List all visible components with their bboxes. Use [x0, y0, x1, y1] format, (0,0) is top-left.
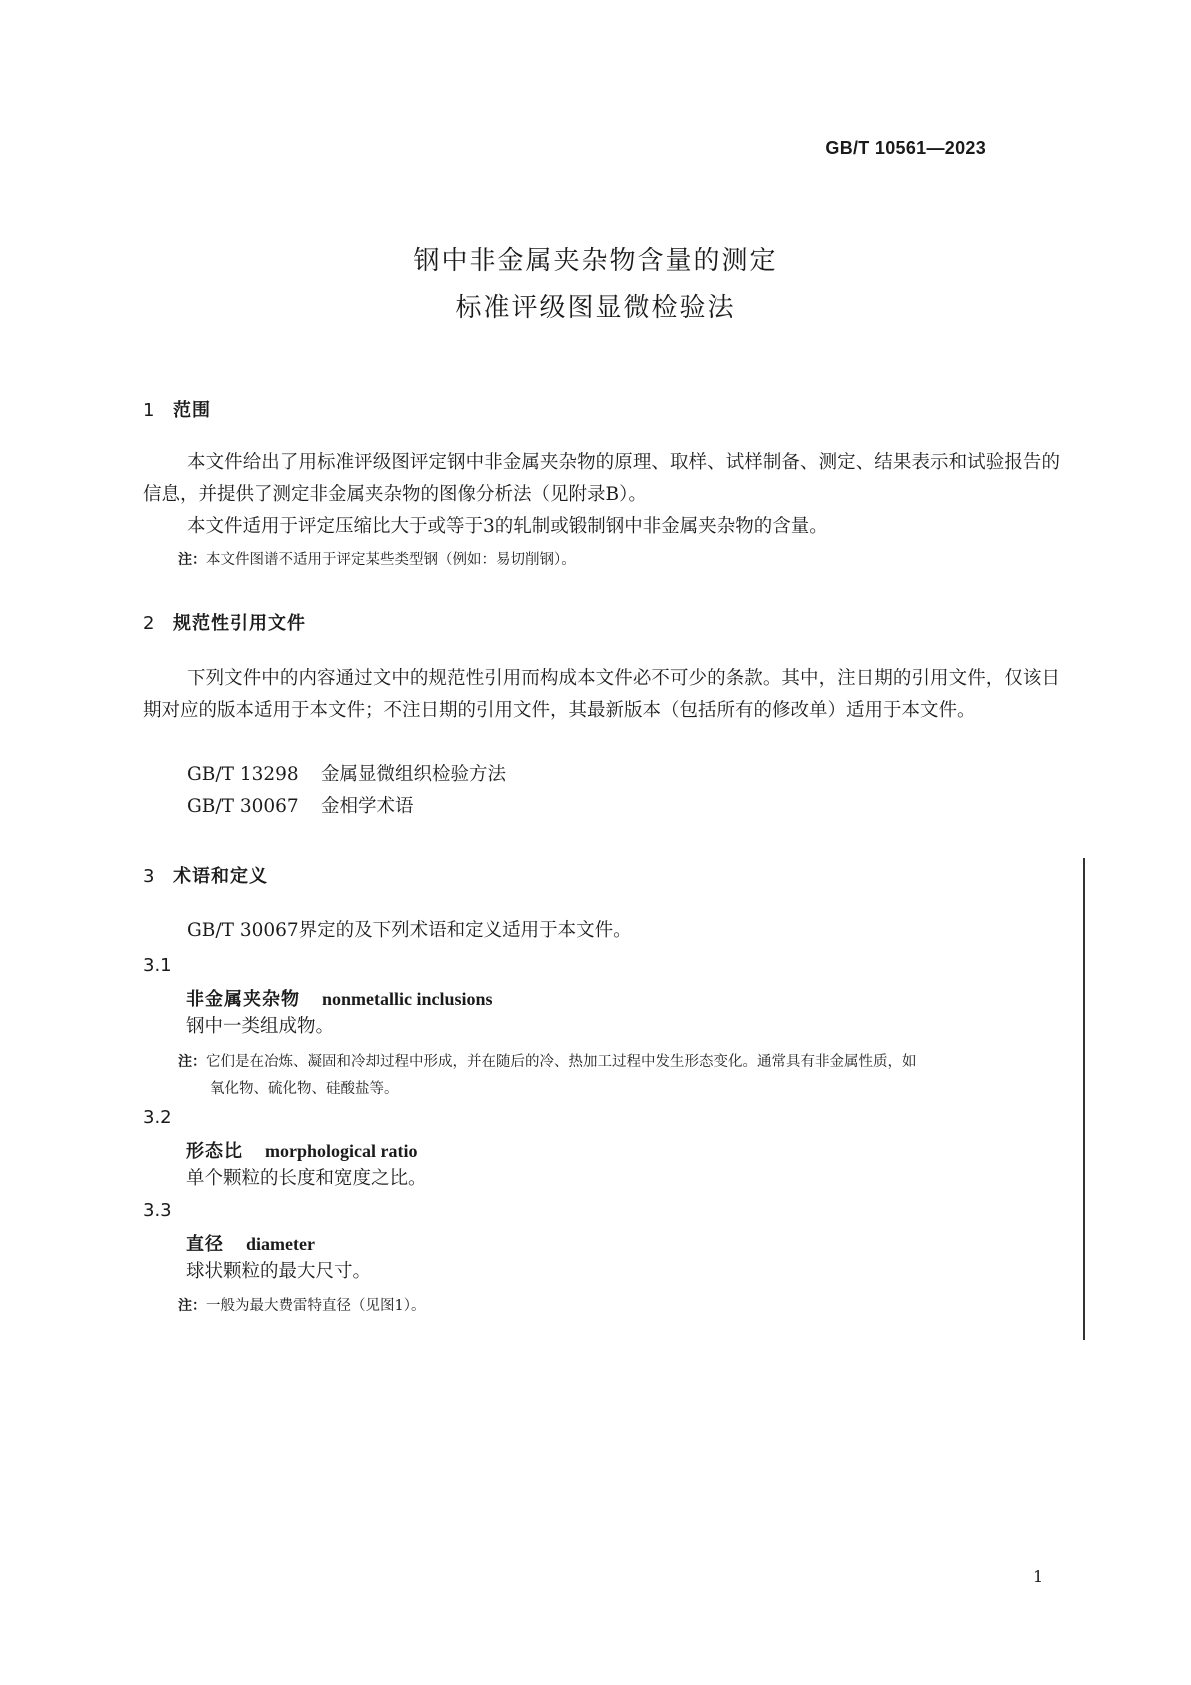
term-3-1-note-continued: 氧化物、硫化物、硅酸盐等。: [210, 1081, 399, 1097]
term-number-3-2: 3.2: [143, 1107, 172, 1128]
note-label: 注：: [178, 1054, 206, 1070]
term-english: morphological ratio: [265, 1141, 418, 1161]
section-1-paragraph-1: 本文件给出了用标准评级图评定钢中非金属夹杂物的原理、取样、试样制备、测定、结果表示和试验报告的信息，并提供了测定非金属夹杂物的图像分析法（见附录B）。: [143, 452, 1060, 505]
term-number-3-1: 3.1: [143, 955, 172, 976]
term-3-2-heading: [186, 1137, 417, 1163]
standard-code: GB/T 10561—2023: [825, 138, 986, 158]
note-text: 本文件图谱不适用于评定某些类型钢（例如：易切削钢）。: [206, 552, 576, 568]
section-3-heading: [143, 862, 268, 888]
term-3-1-definition: 钢中一类组成物。: [186, 1016, 335, 1037]
term-english: diameter: [246, 1234, 315, 1254]
term-3-1-note: [178, 1050, 917, 1071]
section-title: 规范性引用文件: [173, 613, 306, 634]
term-chinese: 非金属夹杂物: [186, 989, 300, 1010]
note-label: 注：: [178, 552, 206, 568]
section-number: 3: [143, 866, 155, 887]
term-3-3-heading: [186, 1230, 315, 1256]
term-english: nonmetallic inclusions: [322, 989, 493, 1009]
reference-title: 金相学术语: [321, 796, 414, 817]
reference-code: GB/T 30067: [187, 796, 299, 817]
section-number: 2: [143, 613, 155, 634]
normative-reference-2: [187, 791, 414, 823]
revision-margin-line: [1083, 858, 1085, 1340]
term-number-3-3: 3.3: [143, 1200, 172, 1221]
note-text: 一般为最大费雷特直径（见图1）。: [206, 1298, 426, 1314]
term-chinese: 形态比: [186, 1141, 243, 1162]
section-2-paragraph-1: 下列文件中的内容通过文中的规范性引用而构成本文件必不可少的条款。其中，注日期的引用文件，仅该日期对应的版本适用于本文件；不注日期的引用文件，其最新版本（包括所有的修改单）适用于本文件。: [143, 668, 1060, 721]
term-3-2-definition: 单个颗粒的长度和宽度之比。: [186, 1168, 427, 1189]
term-chinese: 直径: [186, 1234, 224, 1255]
term-3-1-heading: [186, 985, 493, 1011]
document-title-line2: 标准评级图显微检验法: [455, 293, 736, 323]
term-3-3-note: [178, 1294, 425, 1315]
section-title: 术语和定义: [173, 866, 268, 887]
section-title: 范围: [173, 400, 211, 421]
document-title-line1: 钢中非金属夹杂物含量的测定: [413, 246, 778, 276]
note-text: 它们是在冶炼、凝固和冷却过程中形成，并在随后的冷、热加工过程中发生形态变化。通常具有非金属性质，如: [206, 1054, 917, 1070]
note-label: 注：: [178, 1298, 206, 1314]
section-2-heading: [143, 609, 306, 635]
section-3-intro: GB/T 30067界定的及下列术语和定义适用于本文件。: [187, 920, 632, 941]
reference-code: GB/T 13298: [187, 764, 299, 785]
term-3-3-definition: 球状颗粒的最大尺寸。: [186, 1261, 372, 1282]
section-1-heading: [143, 396, 211, 422]
page-number: 1: [1033, 1567, 1044, 1586]
normative-reference-1: [187, 759, 506, 791]
reference-title: 金属显微组织检验方法: [321, 764, 507, 785]
section-1-paragraph-2: 本文件适用于评定压缩比大于或等于3的轧制或锻制钢中非金属夹杂物的含量。: [187, 516, 828, 537]
section-1-note: [178, 548, 576, 569]
section-number: 1: [143, 400, 155, 421]
